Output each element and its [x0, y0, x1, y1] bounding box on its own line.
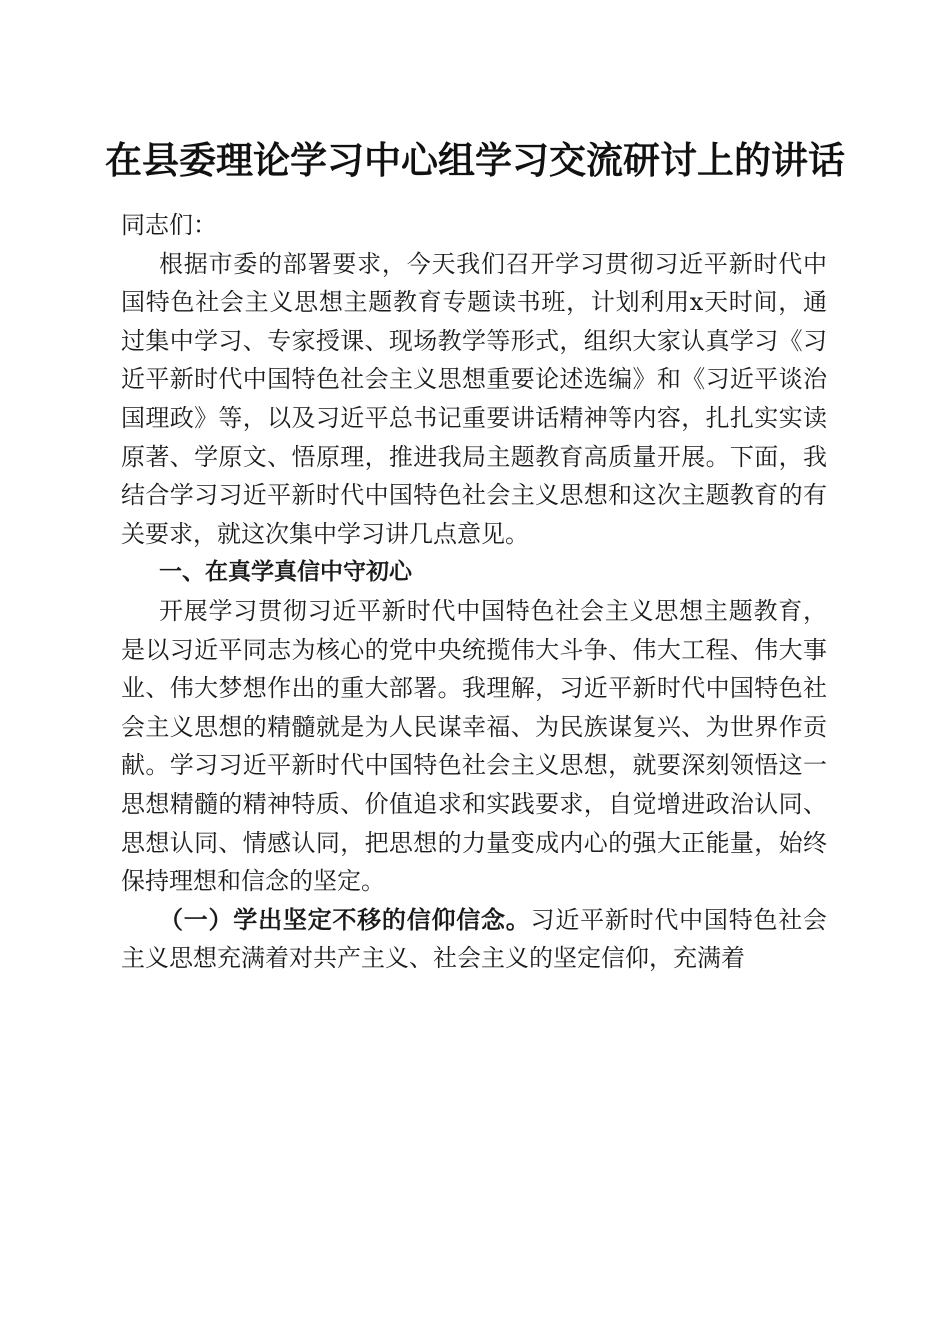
- paragraph-section-1: 开展学习贯彻习近平新时代中国特色社会主义思想主题教育，是以习近平同志为核心的党中央统揽伟大斗争、伟大工程、伟大事业、伟大梦想作出的重大部署。我理解，习近平新时代中国特色社会主义思想的精髓就是为人民谋幸福、为民族谋复兴、为世界作贡献。学习习近平新时代中国特色社会主义思想，就要深刻领悟这一思想精髓的精神特质、价值追求和实践要求，自觉增进政治认同、思想认同、情感认同，把思想的力量变成内心的强大正能量，始终保持理想和信念的坚定。: [121, 596, 827, 896]
- subsection-text: 习近平新时代中国特色社会主义思想充满着对共产主义、社会主义的坚定信仰，充满着: [121, 905, 828, 973]
- document-title: 在县委理论学习中心组学习交流研讨上的讲话: [105, 138, 845, 182]
- document-body: [121, 206, 827, 978]
- subsection-heading: （一）学出坚定不移的信仰信念。: [159, 904, 531, 934]
- paragraph-subsection-1: [121, 901, 827, 978]
- paragraph-intro: 根据市委的部署要求，今天我们召开学习贯彻习近平新时代中国特色社会主义思想主题教育专题读书班，计划利用x天时间，通过集中学习、专家授课、现场教学等形式，组织大家认真学习《习近平新时代中国特色社会主义思想重要论述选编》和《习近平谈治国理政》等，以及习近平总书记重要讲话精神等内容，扎扎实实读原著、学原文、悟原理，推进我局主题教育高质量开展。下面，我结合学习习近平新时代中国特色社会主义思想和这次主题教育的有关要求，就这次集中学习讲几点意见。: [121, 249, 827, 548]
- salutation: 同志们：: [121, 211, 217, 239]
- section-heading: 一、在真学真信中守初心: [159, 559, 412, 586]
